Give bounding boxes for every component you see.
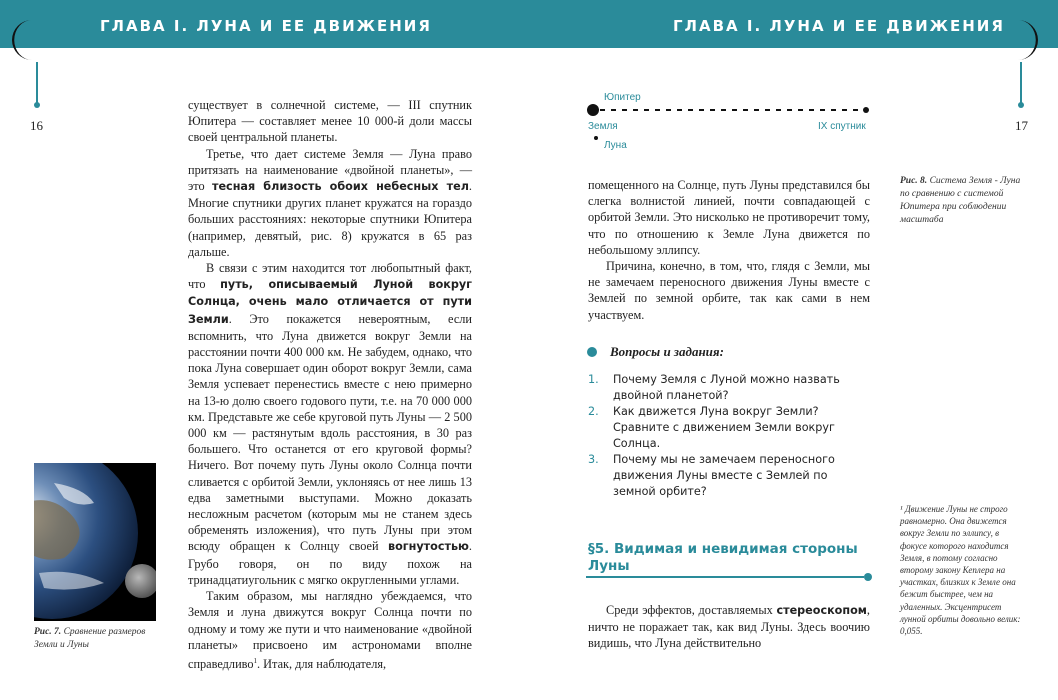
jupiter-system-diagram xyxy=(586,92,886,152)
diagram-label-ix-satellite: IX спутник xyxy=(818,121,866,132)
diagram-label-earth: Земля xyxy=(588,121,618,132)
paragraph: Третье, что дает системе Земля — Луна право притязать на наименование «двойной планеты», — это тесная близость обоих небесных тел. Многие спутники других планет кружатся на гораздо больших расстояниях: некоторые спутники Юпитера (например, девятый, рис. 8) кружатся в 65 раз дальше. xyxy=(188,146,472,259)
page-marker-line xyxy=(1020,62,1022,104)
right-page-text xyxy=(588,177,870,323)
left-page-text xyxy=(188,97,472,672)
paragraph: существует в солнечной системе, — III спутник Юпитера — составляет менее 10 000-й доли массы своей центральной планеты. xyxy=(188,98,472,145)
crescent-moon-icon xyxy=(1000,18,1038,62)
figure7-caption: Рис. 7. Сравнение размеров Земли и Луны xyxy=(34,627,146,650)
paragraph: помещенного на Солнце, путь Луны представился бы слегка волнистой линией, почти совпадающей с орбитой Земли. Это нисколько не противоречит тому, что по отношению к Земле Луна движется по небольшому эллипсу. xyxy=(588,178,870,257)
questions-heading: Вопросы и задания: xyxy=(610,344,724,359)
earth-moon-photo xyxy=(34,463,156,621)
footnote: ¹ Движение Луны не строго равномерно. Она движется вокруг Земли по эллипсу, в фокусе которого находится Земля, в потому согласно второму закону Кеплера на участках, близких к Земле она бежит быстрее, чем на удаленных. Эксцентрисет лунной орбиты довольно велик: 0,055. xyxy=(900,504,1021,637)
page-number-left: 16 xyxy=(30,118,43,133)
question-item: 2. Как движется Луна вокруг Земли? Сравните с движением Земли вокруг Солнца. xyxy=(588,405,835,450)
page-number-right: 17 xyxy=(1015,118,1028,133)
paragraph: Среди эффектов, доставляемых стереоскопом, ничто не поражает так, как вид Луны. Здесь воочию видишь, что Луна действительно xyxy=(588,603,870,651)
page-marker-dot xyxy=(34,102,40,108)
question-item: 1. Почему Земля с Луной можно назвать двойной планетой? xyxy=(588,373,840,402)
chapter-title-right: ГЛАВА I. ЛУНА И ЕЕ ДВИЖЕНИЯ xyxy=(673,17,1005,35)
question-item: 3. Почему мы не замечаем переносного движения Луны вместе с Землей по земной орбите? xyxy=(588,453,835,498)
paragraph: В связи с этим находится тот любопытный факт, что путь, описываемый Луной вокруг Солнца, очень мало отличается от пути Земли. Это покажется невероятным, если вспомнить, что Луна движется вокруг Земли на расстоянии почти 400 000 км. Не забудем, однако, что пока Луна совершает один оборот вокруг Земли, сама Земля успевает перенестись вместе с нею примерно на 13-ю долю своего годового пути, т.е. на 70 000 000 км. Представьте же себе круговой путь Луны — 2 500 000 км — растянутым вдоль расстояния, в 30 раз большего. Что останется от его круговой формы? Ничего. Вот почему путь Луны около Солнца почти сливается с орбитой Земли, уклоняясь от нее лишь 13 едва заметными выступами. Можно доказать несложным расчетом (которым мы не станем здесь обременять изложения), что путь Луны при этом всюду обращен к Солнцу своей вогнутостью. Грубо говоря, он по виду похож на тринадцатиугольник с мягко округленными углами. xyxy=(188,261,472,587)
figure8-caption: Рис. 8. Система Земля - Луна по сравнению с системой Юпитера при соблюдении масштаба xyxy=(900,176,1021,225)
paragraph: Таким образом, мы наглядно убеждаемся, что Земля и луна движутся вокруг Солнца почти по одному и тому же пути и что наименование «двойной планеты» присвоено им астрономами вполне справедливо$^1$. Итак, для наблюдателя, xyxy=(188,589,472,671)
crescent-moon-icon xyxy=(12,18,50,62)
section-rule-dot xyxy=(864,573,872,581)
section-title: §5. Видимая и невидимая стороны Луны xyxy=(588,541,858,574)
diagram-label-moon: Луна xyxy=(604,140,627,151)
page-marker-dot xyxy=(1018,102,1024,108)
page-marker-line xyxy=(36,62,38,104)
questions-list xyxy=(588,372,850,500)
paragraph: Причина, конечно, в том, что, глядя с Земли, мы не замечаем переносного движения Луны вместе с Землей по земной орбите, так как сами в нем участвуем. xyxy=(588,259,870,322)
section-text xyxy=(588,602,870,652)
diagram-label-jupiter: Юпитер xyxy=(604,92,641,103)
section-rule xyxy=(586,576,864,578)
questions-bullet-icon xyxy=(587,347,597,357)
chapter-title-left: ГЛАВА I. ЛУНА И ЕЕ ДВИЖЕНИЯ xyxy=(100,17,432,35)
